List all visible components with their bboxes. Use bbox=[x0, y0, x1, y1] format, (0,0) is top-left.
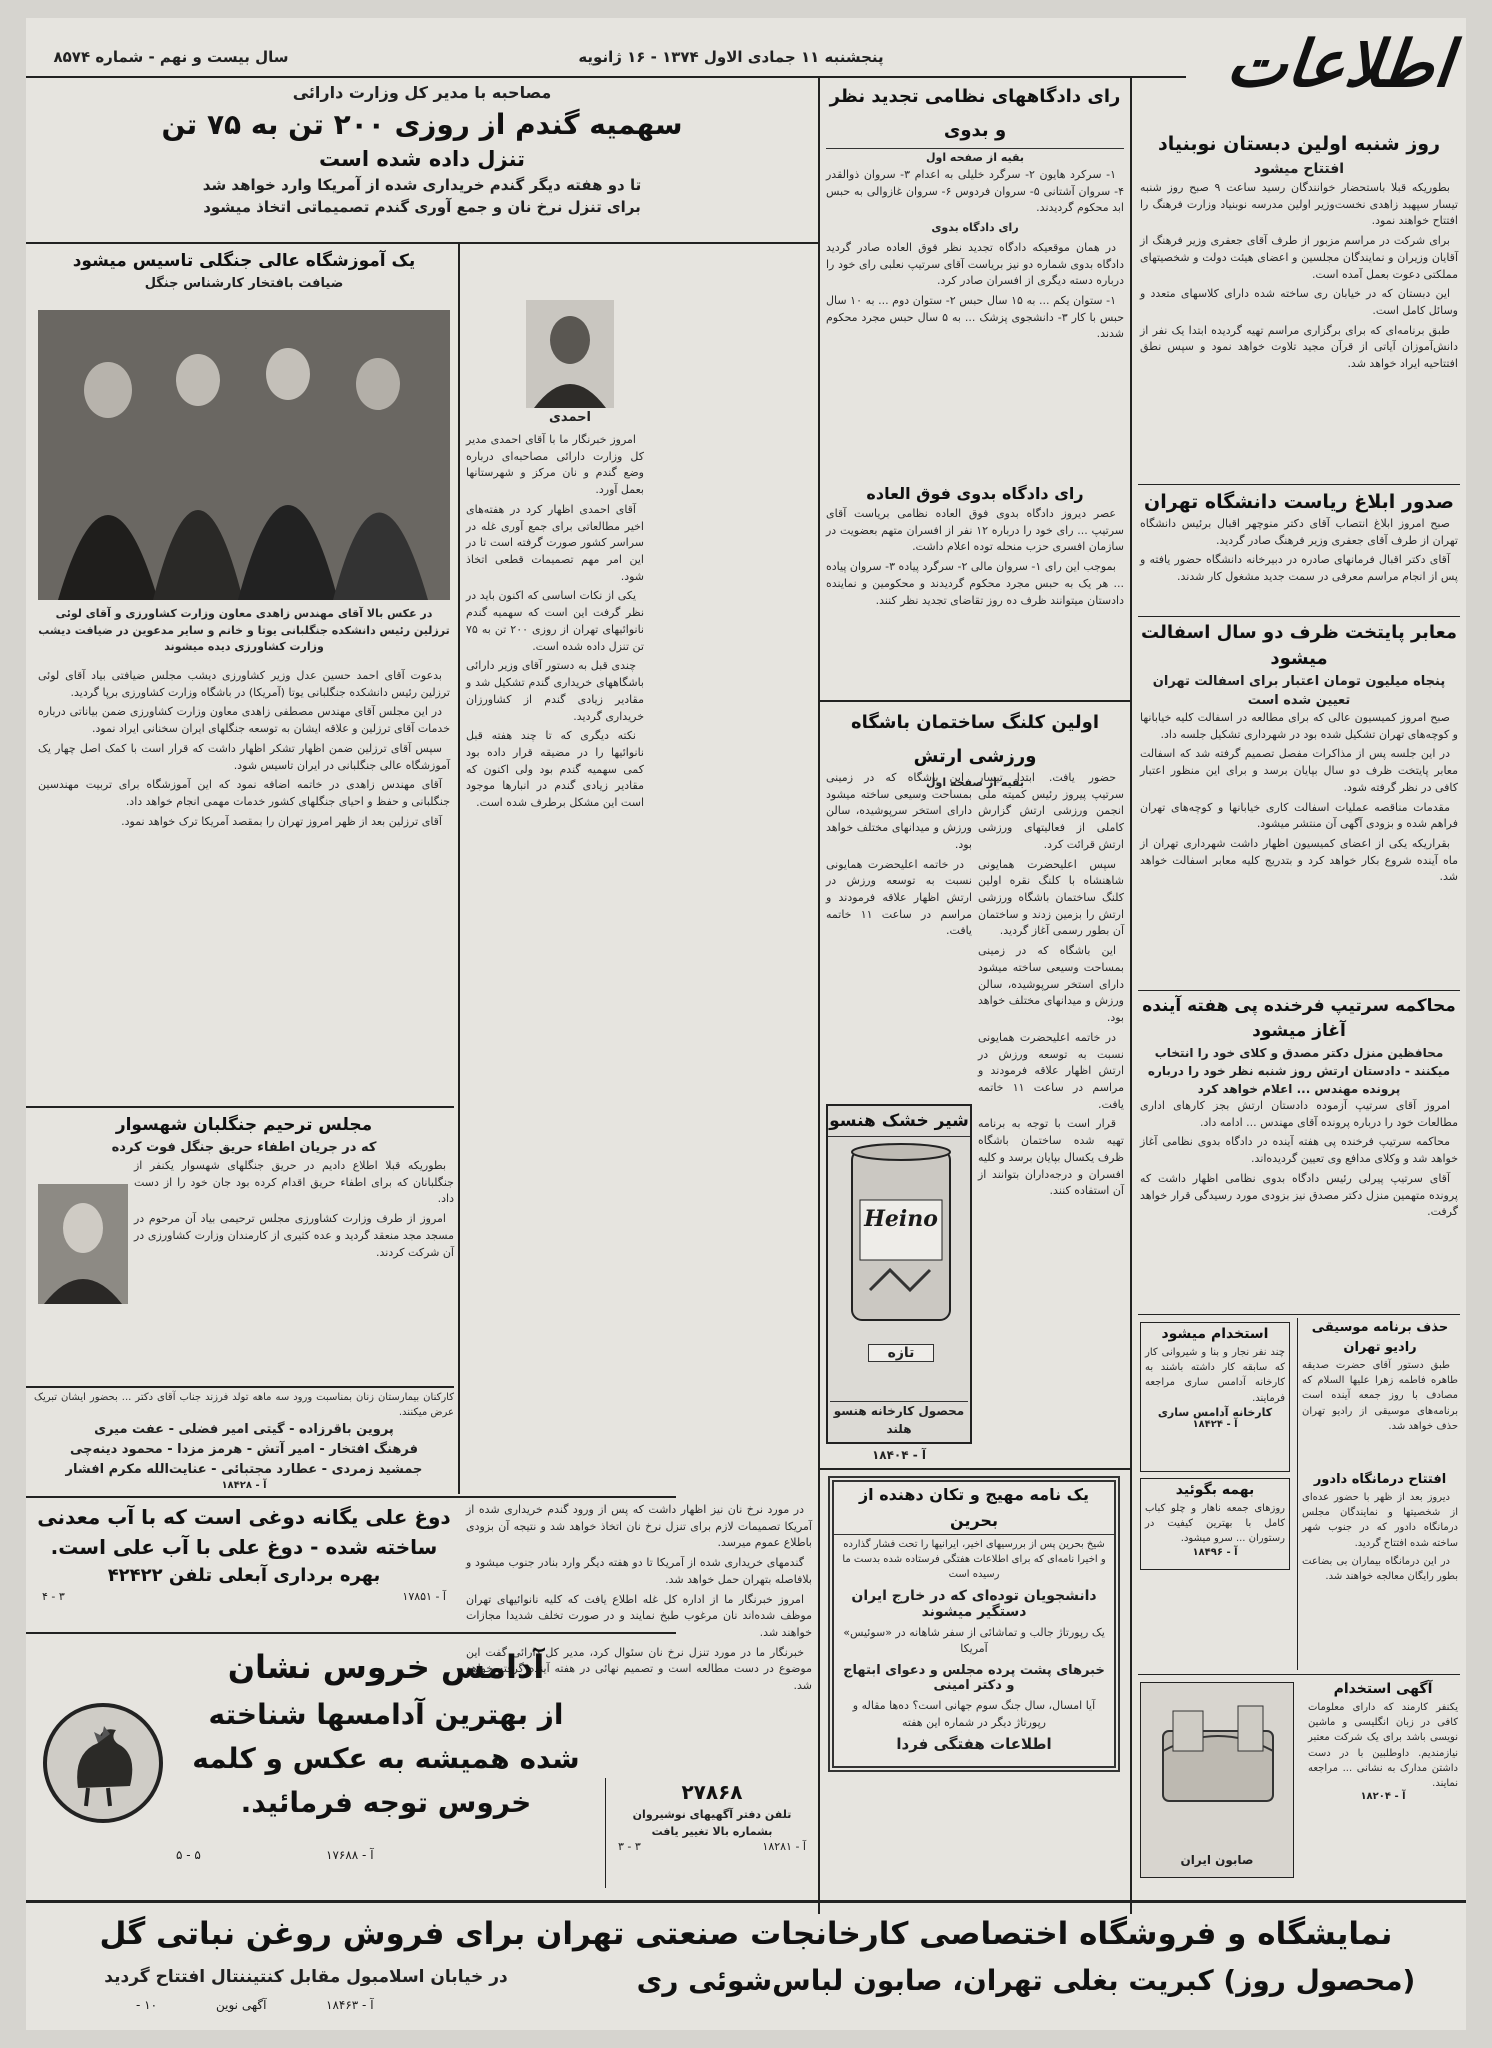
headline: رای دادگاه بدوی فوق العاده bbox=[866, 484, 1084, 503]
rule bbox=[26, 1632, 676, 1634]
names: فرهنگ افتخار - امیر آتش - هرمز مزدا - محمود دینه‌چی bbox=[69, 1442, 419, 1458]
rule bbox=[820, 1468, 1130, 1470]
ad-tail: ۳ - ۳ bbox=[618, 1840, 641, 1853]
col1-split bbox=[1297, 1318, 1298, 1670]
ad-code: آ - ۱۷۶۸۸ bbox=[326, 1848, 374, 1862]
banner-side-text: در خیابان اسلامبول مقابل کنتیننتال افتتاح گردید bbox=[104, 1967, 508, 1987]
article-body: ۱- سرکرد هایون ۲- سرگرد خلیلی به اعدام ۳- سروان ذوالقدر ۴- سروان آشتانی ۵- سروان فردوس ۶- سروان غازوالی به حبس ابد محکوم گردیدند. رای دادگاه بدوی در همان موقعیکه دادگاه تجدید نظر فوق العاده صادر گردید دادگاه بدوی شماره دو نیز بریاست آقای سرتیپ نعلبی رای خود را درباره دسته دیگری از افسران صادر کرد. ۱- ستوان یکم ... به ۱۵ سال حبس ۲- ستوان دوم ... به ۱۰ سال حبس با کار ۳- دانشجوی پزشک ... به ۵ سال حبس مجرد محکوم شدند. bbox=[826, 168, 1125, 341]
ad-code: آ - ۱۷۸۵۱ bbox=[402, 1590, 446, 1603]
subhead: تا دو هفته دیگر گندم خریداری شده از آمریکا وارد خواهد شد bbox=[202, 176, 642, 194]
col-divider-inner bbox=[458, 244, 460, 1494]
article-body: صبح امروز کمیسیون عالی که برای مطالعه در اسفالت کلیه خیابانها و کوچه‌های تهران تشکیل شده بود در شهرداری تشکیل جلسه داد. در این جلسه پس از مذاکرات مفصل تصمیم گرفته شد که اسفالت معابر پایتخت ظرف دو سال بپایان برسد و برای این منظور اعتبار کافی در نظر گرفته شود. مقدمات مناقصه عملیات اسفالت کاری خیابانها و کوچه‌های تهران فراهم شده و بزودی آگهی آن منتشر میشود. بقراریکه یکی از اعضای کمیسیون اظهار داشت شهرداری تهران از ماه آینده شروع بکار خواهد کرد و بتدریج کلیه معابر اسفالت خواهد شد. bbox=[1140, 711, 1458, 884]
ad-soap-image bbox=[1140, 1682, 1294, 1878]
ad-line: خروس توجه فرمائید. bbox=[240, 1786, 532, 1819]
headline: مجلس ترحیم جنگلبان شهسوار bbox=[115, 1115, 373, 1135]
article-body: امروز آقای سرتیپ آزموده دادستان ارتش بجز کارهای اداری مطالعات خود را درباره پرونده آقای مهندس ... ادامه داد. محاکمه سرتیپ فرخنده پی هفته آینده در دادگاه بدوی نظامی آغاز خواهد شد و وکلای مدافع وی تعیین گردیده‌اند. آقای سرتیپ پیرلی رئیس دادگاه بدوی نظامی اظهار داشت که پرونده متهمین منزل دکتر مصدق نیز بزودی مورد رسیدگی قرار خواهد گرفت. bbox=[1140, 1099, 1458, 1219]
rule bbox=[1138, 484, 1460, 485]
names: پروین باقرزاده - گیتی امیر فضلی - عفت میری bbox=[94, 1422, 394, 1438]
subhead: افتتاح میشود bbox=[1253, 161, 1345, 177]
banner-line-1: نمایشگاه و فروشگاه اختصاصی کارخانجات صنعتی تهران برای فروش روغن نباتی گل bbox=[99, 1916, 1393, 1952]
subhead: برای تنزل نرخ نان و جمع آوری گندم تصمیماتی اتخاذ میشود bbox=[203, 198, 641, 216]
rooster-icon bbox=[38, 1698, 168, 1828]
milk-can-icon bbox=[830, 1140, 972, 1340]
ad-code: آ - ۱۸۲۰۴ bbox=[1360, 1791, 1406, 1803]
ad-line: اطلاعات هفتگی فردا bbox=[896, 1735, 1052, 1754]
portrait-forester bbox=[38, 1184, 128, 1304]
banner-code: آ - ۱۸۴۶۳ bbox=[326, 1998, 374, 2012]
ad-line: یک رپورتاژ جالب و تماشائی از سفر شاهانه در «سوئیس» آمریکا bbox=[843, 1625, 1105, 1656]
ad-employment bbox=[1140, 1322, 1290, 1472]
ad-line: خبرهای پشت پرده مجلس و دعوای ابتهاج و دکتر امینی bbox=[843, 1663, 1105, 1693]
ad-code: آ - ۱۸۴۰۴ bbox=[871, 1448, 927, 1462]
ad-line: دانشجویان توده‌ای که در خارج ایران دستگیر میشوند bbox=[851, 1587, 1097, 1620]
ad-line: بهره برداری آبعلی تلفن ۴۲۴۲۲ bbox=[107, 1565, 381, 1586]
banner-line-2: (محصول روز) کبریت بغلی تهران، صابون لباس‌شوئی ری bbox=[636, 1964, 1416, 1997]
ad-line: شده همیشه به عکس و کلمه bbox=[192, 1742, 580, 1775]
headline: بهمه بگوئید bbox=[1175, 1482, 1255, 1498]
article-body: دیروز بعد از ظهر با حضور عده‌ای از شخصیتها و نمایندگان مجلس درمانگاه دادور که در جنوب شهر ساخته شده افتتاح گردید. در این درمانگاه بیماران بی بضاعت بطور رایگان معالجه خواهند شد. bbox=[1302, 1492, 1458, 1582]
headline: استخدام میشود bbox=[1161, 1326, 1269, 1342]
ad-code: آ - ۱۸۴۲۴ bbox=[1192, 1418, 1238, 1430]
person-photo-icon bbox=[38, 1184, 128, 1304]
person-photo-icon bbox=[526, 300, 614, 408]
ad-code: آ - ۱۸۴۲۸ bbox=[221, 1480, 267, 1492]
ad-title: آدامس خروس نشان bbox=[227, 1648, 545, 1686]
rule bbox=[26, 242, 818, 244]
rule bbox=[820, 700, 1130, 702]
masthead-title: اطلاعات bbox=[1223, 27, 1456, 102]
ad-body: روزهای جمعه ناهار و چلو کباب کامل با بهترین کیفیت در رستوران ... سرو میشود. bbox=[1145, 1503, 1285, 1545]
ad-line: از بهترین آدامسها شناخته bbox=[208, 1698, 564, 1731]
article-body: طبق دستور آقای حضرت صدیقه طاهره فاطمه زهرا علیها السلام که مصادف با روز جمعه آینده است برنامه‌های موسیقی از رادیو تهران حذف خواهد شد. bbox=[1302, 1360, 1458, 1432]
bottom-banner-ad bbox=[26, 1906, 1466, 2030]
ad-line: بشماره بالا تغییر یافت bbox=[651, 1825, 773, 1838]
ad-body: چند نفر نجار و بنا و شیروانی کار که سابقه کار داشته باشند به کارخانه آدامس ساری مراجعه فرمایند. bbox=[1145, 1347, 1285, 1404]
article-special-court bbox=[826, 482, 1124, 696]
subhead: پنجاه میلیون تومان اعتبار برای اسفالت تهران تعیین شده است bbox=[1152, 674, 1446, 708]
maker: محصول کارخانه هنسو هلند bbox=[830, 1401, 968, 1438]
article-army-club bbox=[826, 706, 1124, 789]
rule bbox=[1138, 1674, 1460, 1675]
subhead: ضیافت بافتخار کارشناس جنگل bbox=[144, 276, 344, 291]
ad-tail: ۵ - ۵ bbox=[176, 1848, 201, 1862]
ad-heino-milk bbox=[826, 1104, 972, 1444]
ad-line: ساخته شده - دوغ علی با آب علی است. bbox=[50, 1535, 438, 1559]
forestry-body: بدعوت آقای احمد حسین عدل وزیر کشاورزی دیشب مجلس ضیافتی بیاد آقای لوئی ترزلین رئیس دانشکده جنگلبانی یوتا (آمریکا) در باشگاه وزارت کشاورزی برپا گردید. در این مجلس آقای مهندس مصطفی زاهدی معاون وزارت کشاورزی ضمن بیاناتی درباره خدمات آقای ترزلین و علاقه ایشان به توسعه جنگلهای ایران سخنانی ایراد نمود. سپس آقای ترزلین ضمن اظهار تشکر اظهار داشت که قرار است با کمک اصل چهار یک آموزشگاه عالی جنگلبانی در ایران تاسیس شود. آقای مهندس زاهدی در خاتمه اضافه نمود که این آموزشگاه برای تربیت مهندسین جنگلبانی و حفظ و احیای جنگلهای کشور خدمات مهمی انجام خواهد داد. آقای ترزلین بعد از ظهر امروز تهران را بمقصد آمریکا ترک خواهد نمود. bbox=[38, 669, 450, 828]
can-label: Heino bbox=[864, 1206, 938, 1232]
ad-line: شیخ بحرین پس از بررسیهای اخیر، ایرانیها را تحت فشار گذارده و اخیرا نامه‌ای که برای اطلاعات هفتگی فرستاده شده بدست ما رسیده است bbox=[842, 1539, 1106, 1581]
article-trial bbox=[1140, 994, 1458, 1312]
headline: سهمیه گندم از روزی ۲۰۰ تن به ۷۵ تن bbox=[161, 108, 683, 141]
headline: اولین کلنگ ساختمان باشگاه ورزشی ارتش bbox=[850, 712, 1100, 767]
group-photo-icon bbox=[38, 310, 450, 600]
ad-tail: ۳ - ۴ bbox=[42, 1590, 65, 1603]
headline: محاکمه سرتیپ فرخنده پی هفته آینده آغاز میشود bbox=[1142, 996, 1456, 1041]
subhead: بقیه از صفحه اول bbox=[925, 776, 1025, 789]
headline: افتتاح درمانگاه دادور bbox=[1313, 1472, 1447, 1487]
divider bbox=[605, 1778, 606, 1888]
ad-tell-everyone bbox=[1140, 1478, 1290, 1570]
headline-2: تنزل داده شده است bbox=[318, 147, 526, 171]
names: جمشید زمردی - عطارد مجتبائی - عنایت‌الله مکرم افشار bbox=[65, 1462, 423, 1478]
col-divider-right bbox=[1130, 76, 1132, 1914]
article-asphalt bbox=[1140, 620, 1458, 988]
ad-code: آ - ۱۸۴۹۶ bbox=[1192, 1546, 1238, 1558]
article-clinic bbox=[1302, 1470, 1458, 1670]
article-body: بطوریکه قبلا اطلاع دادیم در حریق جنگلهای شهسوار یکنفر از جنگلبانان که برای اطفاء حریق اقدام کرده بود جان خود را از دست داد. امروز از طرف وزارت کشاورزی مجلس ترحیمی بیاد آن مرحوم در مسجد مجد منعقد گردید و عده کثیری از کارمندان وزارت کشاورزی در آن شرکت کردند. bbox=[134, 1159, 454, 1259]
portrait-caption: احمدی bbox=[549, 410, 591, 425]
headline: رای دادگاههای نظامی تجدید نظر و بدوی bbox=[826, 80, 1124, 149]
headline: حذف برنامه موسیقی رادیو تهران bbox=[1311, 1320, 1449, 1355]
ad-doogh-ali bbox=[34, 1502, 454, 1622]
subhead: محافظین منزل دکتر مصدق و کلای خود را انتخاب میکنند - دادستان ارتش روز شنبه نظر خود را درباره پرونده مهندس ... اعلام خواهد کرد bbox=[1147, 1046, 1451, 1096]
subhead: بقیه از صفحه اول bbox=[925, 151, 1025, 164]
phone-number: ۲۷۸۶۸ bbox=[681, 1780, 743, 1804]
headline: روز شنبه اولین دبستان نوبنیاد bbox=[1157, 133, 1441, 155]
soap-box-icon bbox=[1143, 1691, 1293, 1841]
rule bbox=[1138, 1314, 1460, 1315]
masthead-rule bbox=[26, 76, 1186, 78]
ad-line: تلفن دفتر آگهیهای نوشیروان bbox=[632, 1808, 792, 1821]
rule bbox=[1138, 616, 1460, 617]
banner-agency: آگهی نوین bbox=[216, 1998, 267, 2012]
fresh-tag: تازه bbox=[868, 1344, 934, 1362]
army-club-body-right: حضور یافت. ابتدا تیسار سرتیپ پیروز رئیس کمیته ملی انجمن ورزشی ارتش گزارش کاملی از فعالیتهای ورزشی ارتش قرائت کرد. سپس اعلیحضرت همایونی شاهنشاه با کلنگ نقره اولین کلنگ ساختمان باشگاه ورزشی ارتش را بزمین زدند و ساختمان آن بطور رسمی آغاز گردید. این باشگاه که در زمینی بمساحت وسیعی ساخته میشود دارای استخر سرپوشیده، سالن ورزش و میدانهای مختلف خواهد بود. در خاتمه اعلیحضرت همایونی نسبت به توسعه ورزش در ارتش اظهار علاقه فرمودند و مراسم در ساعت ۱۱ خاتمه یافت. قرار است با توجه به برنامه تهیه شده ساختمان باشگاه ظرف یکسال بپایان برسد و کلیه افسران و درجه‌داران بتوانند از آن استفاده کنند. bbox=[978, 771, 1124, 1198]
headline: صدور ابلاغ ریاست دانشگاه تهران bbox=[1144, 491, 1454, 513]
article-body: صبح امروز ابلاغ انتصاب آقای دکتر منوچهر اقبال برئیس دانشگاه تهران از طرف آقای جعفری وزیر فرهنگ صادر گردید. آقای دکتر اقبال فرمانهای صادره در دبیرخانه دانشگاه حضور یافته و پس از انجام مراسم معرفی در سمت جدید مشغول کار شدند. bbox=[1140, 517, 1458, 584]
headline: آگهی استخدام bbox=[1333, 1681, 1433, 1697]
article-body: بطوریکه قبلا باستحضار خوانندگان رسید ساعت ۹ صبح روز شنبه تیسار سپهبد زاهدی نخست‌وزیر اولین مدرسه نوبنیاد وزارت فرهنگ را افتتاح خواهند نمود. برای شرکت در مراسم مزبور از طرف آقای جعفری وزیر فرهنگ از آقایان وزیران و نمایندگان مجلسین و اعضای هیئت دولت و شخصیتهای مملکتی دعوت بعمل آمده است. این دبستان که در خیابان ری ساخته شده دارای کلاسهای متعدد و وسائل کامل است. طبق برنامه‌ای که برای برگزاری مراسم تهیه گردیده ابتدا یک نفر از دانش‌آموزان آیاتی از قرآن مجید تلاوت خواهد نمود و سپس نطق افتتاحیه ایراد خواهد شد. bbox=[1140, 181, 1458, 371]
article-radio bbox=[1302, 1318, 1458, 1468]
ad-weekly-magazine bbox=[828, 1476, 1120, 1772]
ad-line: آیا امسال، سال جنگ سوم جهانی است؟ ده‌ها مقاله و رپورتاژ دیگر در شماره این هفته bbox=[852, 1699, 1096, 1729]
ad-body: کارکنان بیمارستان زنان بمناسبت ورود سه ماهه تولد فرزند جناب آقای دکتر ... بحضور ایشان تبریک عرض میکنند. bbox=[34, 1392, 454, 1419]
article-school-opening bbox=[1140, 130, 1458, 482]
forestry-reception-photo bbox=[38, 310, 450, 600]
headline: یک نامه مهیج و تکان دهنده از بحرین bbox=[834, 1482, 1114, 1535]
brand-label: صابون ایران bbox=[1180, 1853, 1254, 1867]
ad-line: دوغ علی یگانه دوغی است که با آب معدنی bbox=[37, 1505, 451, 1529]
photo-caption: در عکس بالا آقای مهندس زاهدی معاون وزارت کشاورزی و آقای لوئی ترزلین رئیس دانشکده جنگلبانی یوتا و خانم و سایر مدعوین در ضیافت دیشب وزارت کشاورزی دیده میشوند bbox=[38, 607, 450, 654]
headline: یک آموزشگاه عالی جنگلی تاسیس میشود bbox=[72, 251, 416, 271]
banner-tail: ۱۰ - bbox=[136, 1998, 158, 2012]
ad-telephone-change bbox=[612, 1778, 812, 1884]
col-divider-mid bbox=[818, 76, 820, 1914]
portrait-ahmadi bbox=[526, 300, 614, 408]
article-university-head bbox=[1140, 488, 1458, 614]
date-line: پنجشنبه ۱۱ جمادی الاول ۱۳۷۴ - ۱۶ ژانویه bbox=[578, 48, 884, 66]
firm: کارخانه آدامس ساری bbox=[1157, 1405, 1273, 1419]
rule bbox=[26, 1386, 454, 1388]
kicker: مصاحبه با مدیر کل وزارت دارائی bbox=[292, 83, 552, 102]
wheat-body-a: امروز خبرنگار ما با آقای احمدی مدیر کل وزارت دارائی مصاحبه‌ای درباره وضع گندم و نان مرکز و شهرستانها بعمل آورد. آقای احمدی اظهار کرد در هفته‌های اخیر مطالعاتی برای جمع آوری غله در سراسر کشور صورت گرفته است تا در این امر مهم تصمیمات قطعی اتخاذ شود. یکی از نکات اساسی که اکنون باید در نظر گرفت این است که سهمیه گندم نانوائیهای تهران از روزی ۲۰۰ تن به ۷۵ تن تنزل داده شده است. چندی قبل به دستور آقای وزیر دارائی باشگاههای خریداری گندم تشکیل شد و مقادیر زیادی گندم از کشاورزان خریداری گردید. نکته دیگری که تا چند هفته قبل نانوائیها را در مضیقه قرار داده بود کمی سهمیه گندم بود ولی اکنون که مقادیر زیادی گندم در انبارها موجود است این مشکل برطرف شده است. bbox=[466, 433, 644, 810]
rule bbox=[1138, 990, 1460, 991]
wheat-body-f: در مورد نرخ نان نیز اظهار داشت که پس از ورود گندم خریداری شده از آمریکا تصمیمات لازم برای تنزل نرخ نان اتخاذ خواهد شد و نتیجه آن بزودی باطلاع عموم میرسد. گندمهای خریداری شده از آمریکا تا دو هفته دیگر وارد بنادر جنوب میشود و بلافاصله بتهران حمل خواهد شد. امروز خبرنگار ما از اداره کل غله اطلاع یافت که کلیه نانوائیهای تهران موظف شده‌اند نان مرغوب طبخ نمایند و در صورت تخلف شدیدا مجازات خواهند شد. خبرنگار ما در مورد تنزل نرخ نان سئوال کرد، مدیر کل دارائی گفت این موضوع در دست مطالعه است و تصمیم نهائی در هفته آینده گرفته خواهد شد. bbox=[466, 1503, 812, 1693]
ad-code: آ - ۱۸۲۸۱ bbox=[762, 1840, 806, 1853]
rule bbox=[26, 1106, 454, 1108]
headline: معابر پایتخت ظرف دو سال اسفالت میشود bbox=[1141, 622, 1457, 669]
banner-rule bbox=[26, 1900, 1466, 1903]
article-forestry-school bbox=[34, 248, 454, 304]
ad-job-notice bbox=[1308, 1678, 1458, 1884]
army-club-body-left: این باشگاه که در زمینی بمساحت وسیعی ساخته میشود دارای استخر سرپوشیده، سالن ورزش و میدانهای مختلف خواهد بود. در خاتمه اعلیحضرت همایونی نسبت به توسعه ورزش در ارتش اظهار علاقه فرمودند و مراسم در ساعت ۱۱ خاتمه یافت. bbox=[826, 771, 972, 938]
article-wheat-quota bbox=[32, 80, 812, 238]
subhead: که در جریان اطفاء حریق جنگل فوت کرده bbox=[111, 1140, 377, 1155]
article-body: عصر دیروز دادگاه بدوی فوق العاده نظامی بریاست آقای سرتیپ ... رای خود را درباره ۱۲ نفر از افسران متهم بعضویت در سازمان افسری حزب منحله توده اعلام داشت. بموجب این رای ۱- سروان مالی ۲- سرگرد پیاده ۳- سروان پیاده ... هر یک به حبس مجرد محکوم گردیدند و محکومین و نماینده دادستان میتوانند ظرف ده روز تقاضای تجدید نظر کنند. bbox=[826, 507, 1124, 607]
newspaper-page bbox=[26, 18, 1466, 2030]
issue-line: سال بیست و نهم - شماره ۸۵۷۴ bbox=[53, 48, 289, 66]
brand-name: شیر خشک هنسو bbox=[828, 1106, 970, 1137]
rule bbox=[26, 1496, 676, 1498]
ad-rooster-gum bbox=[26, 1638, 602, 1884]
article-military-verdicts bbox=[826, 80, 1124, 478]
ad-body: یکنفر کارمند که دارای معلومات کافی در زبان انگلیسی و ماشین نویسی باشد برای یک شرکت معتبر نیازمندیم. داوطلبین با در دست داشتن مدارک به نشانی ... مراجعه نمایند. bbox=[1308, 1702, 1458, 1789]
